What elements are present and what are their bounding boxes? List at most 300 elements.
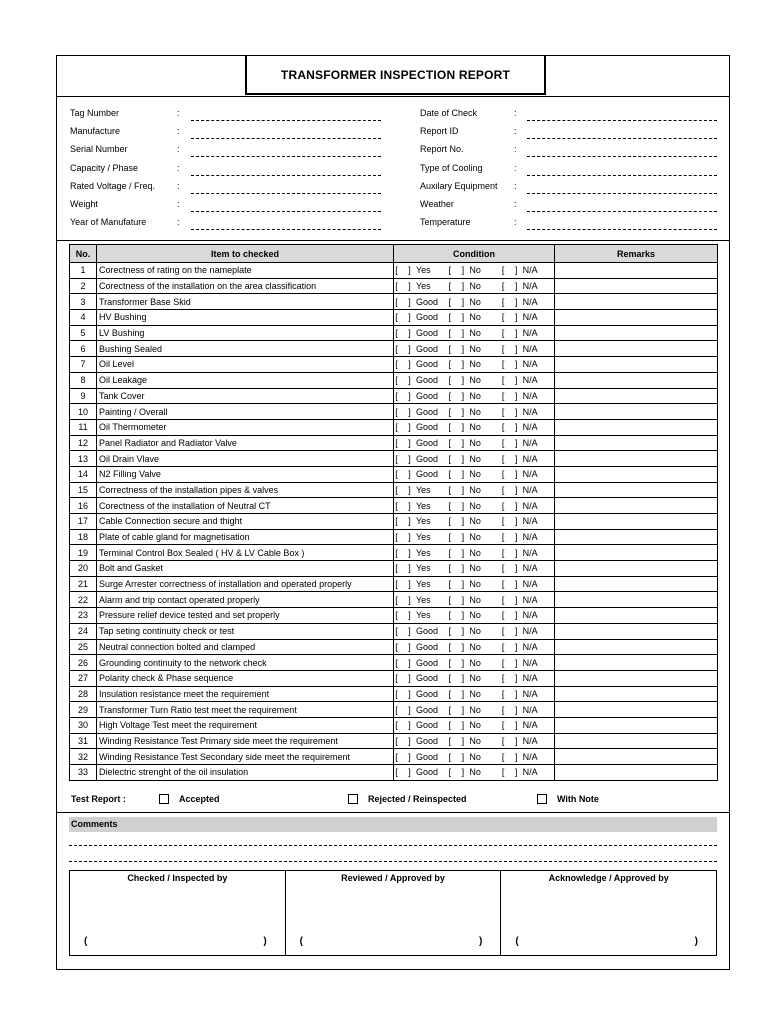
- checkbox-bracket[interactable]: [ ]: [448, 767, 469, 778]
- option-label: N/A: [522, 579, 538, 590]
- condition-option[interactable]: [447, 297, 500, 307]
- condition-option[interactable]: [447, 454, 500, 464]
- condition-option[interactable]: [501, 673, 554, 683]
- table-row: [70, 372, 718, 388]
- row-remarks[interactable]: [555, 514, 718, 530]
- row-remarks[interactable]: [555, 561, 718, 577]
- table-row: [70, 341, 718, 357]
- checkbox-bracket[interactable]: [ ]: [501, 735, 522, 746]
- condition-option[interactable]: [501, 516, 554, 526]
- close-paren: ): [479, 936, 483, 947]
- checkbox-bracket[interactable]: [ ]: [395, 610, 415, 621]
- row-item: Cable Connection secure and thight: [97, 514, 394, 530]
- row-remarks[interactable]: [555, 702, 718, 718]
- checkbox-bracket[interactable]: [ ]: [395, 375, 415, 386]
- checkbox-bracket[interactable]: [ ]: [501, 359, 522, 370]
- condition-option[interactable]: [447, 265, 500, 275]
- condition-option[interactable]: [394, 344, 447, 354]
- condition-option[interactable]: [394, 626, 447, 636]
- checkbox-bracket[interactable]: [ ]: [501, 516, 522, 527]
- checkbox-bracket[interactable]: [ ]: [501, 767, 522, 778]
- checkbox-bracket[interactable]: [ ]: [501, 437, 522, 448]
- row-remarks[interactable]: [555, 608, 718, 624]
- checkbox-bracket[interactable]: [ ]: [501, 296, 522, 307]
- condition-option[interactable]: [501, 658, 554, 668]
- checkbox-bracket[interactable]: [ ]: [448, 265, 469, 276]
- checkbox-bracket[interactable]: [ ]: [395, 563, 415, 574]
- table-row: [70, 670, 718, 686]
- condition-option[interactable]: [447, 673, 500, 683]
- checkbox-bracket[interactable]: [ ]: [501, 453, 522, 464]
- row-remarks[interactable]: [555, 372, 718, 388]
- condition-option[interactable]: [447, 281, 500, 291]
- checkbox-bracket[interactable]: [ ]: [395, 704, 415, 715]
- condition-option[interactable]: [447, 516, 500, 526]
- condition-option[interactable]: [501, 626, 554, 636]
- condition-option[interactable]: [501, 610, 554, 620]
- field-input-line[interactable]: [527, 211, 717, 212]
- condition-option[interactable]: [447, 359, 500, 369]
- checkbox-bracket[interactable]: [ ]: [448, 328, 469, 339]
- checkbox-bracket[interactable]: [ ]: [395, 720, 415, 731]
- condition-option[interactable]: [501, 312, 554, 322]
- row-number: 28: [70, 686, 97, 702]
- condition-option[interactable]: [501, 752, 554, 762]
- row-condition: [394, 325, 555, 341]
- checkbox-bracket[interactable]: [ ]: [395, 422, 415, 433]
- condition-option[interactable]: [394, 281, 447, 291]
- checkbox-bracket[interactable]: [ ]: [448, 296, 469, 307]
- field-label: Tag Number: [70, 108, 120, 118]
- option-label: No: [469, 453, 481, 464]
- condition-option[interactable]: [447, 720, 500, 730]
- condition-option[interactable]: [501, 375, 554, 385]
- checkbox-bracket[interactable]: [ ]: [501, 406, 522, 417]
- condition-option[interactable]: [501, 563, 554, 573]
- condition-option[interactable]: [501, 689, 554, 699]
- condition-option[interactable]: [394, 485, 447, 495]
- row-remarks[interactable]: [555, 749, 718, 765]
- checkbox-bracket[interactable]: [ ]: [448, 390, 469, 401]
- checkbox-bracket[interactable]: [ ]: [501, 720, 522, 731]
- checkbox-bracket[interactable]: [ ]: [395, 453, 415, 464]
- checkbox-bracket[interactable]: [ ]: [448, 516, 469, 527]
- condition-option[interactable]: [394, 391, 447, 401]
- condition-option[interactable]: [394, 328, 447, 338]
- option-label: N/A: [522, 469, 538, 480]
- checkbox-bracket[interactable]: [ ]: [395, 547, 415, 558]
- checkbox-bracket[interactable]: [ ]: [501, 484, 522, 495]
- condition-option[interactable]: [394, 265, 447, 275]
- condition-option[interactable]: [447, 752, 500, 762]
- checkbox-bracket[interactable]: [ ]: [395, 437, 415, 448]
- field-input-line[interactable]: [527, 120, 717, 121]
- checkbox-bracket[interactable]: [ ]: [448, 359, 469, 370]
- row-remarks[interactable]: [555, 435, 718, 451]
- condition-option[interactable]: [447, 328, 500, 338]
- checkbox-bracket[interactable]: [ ]: [501, 704, 522, 715]
- rejected-checkbox[interactable]: [348, 794, 358, 804]
- checkbox-bracket[interactable]: [ ]: [501, 500, 522, 511]
- row-remarks[interactable]: [555, 419, 718, 435]
- checkbox-bracket[interactable]: [ ]: [501, 532, 522, 543]
- checkbox-bracket[interactable]: [ ]: [448, 735, 469, 746]
- checkbox-bracket[interactable]: [ ]: [448, 626, 469, 637]
- signature-table: [69, 870, 717, 956]
- checkbox-bracket[interactable]: [ ]: [448, 406, 469, 417]
- condition-option[interactable]: [501, 579, 554, 589]
- checkbox-bracket[interactable]: [ ]: [395, 359, 415, 370]
- condition-option[interactable]: [501, 407, 554, 417]
- condition-option[interactable]: [447, 579, 500, 589]
- checkbox-bracket[interactable]: [ ]: [448, 673, 469, 684]
- checkbox-bracket[interactable]: [ ]: [448, 469, 469, 480]
- option-label: No: [469, 296, 481, 307]
- checkbox-bracket[interactable]: [ ]: [448, 641, 469, 652]
- checkbox-bracket[interactable]: [ ]: [448, 751, 469, 762]
- row-number: 15: [70, 482, 97, 498]
- checkbox-bracket[interactable]: [ ]: [395, 594, 415, 605]
- row-remarks[interactable]: [555, 388, 718, 404]
- checkbox-bracket[interactable]: [ ]: [395, 328, 415, 339]
- condition-option[interactable]: [394, 752, 447, 762]
- row-remarks[interactable]: [555, 686, 718, 702]
- signature-cell-reviewed[interactable]: [286, 871, 502, 955]
- checkbox-bracket[interactable]: [ ]: [395, 688, 415, 699]
- checkbox-bracket[interactable]: [ ]: [501, 343, 522, 354]
- checkbox-bracket[interactable]: [ ]: [501, 688, 522, 699]
- row-condition: [394, 576, 555, 592]
- checkbox-bracket[interactable]: [ ]: [448, 312, 469, 323]
- checkbox-bracket[interactable]: [ ]: [395, 626, 415, 637]
- row-item: Bolt and Gasket: [97, 561, 394, 577]
- field-input-line[interactable]: [527, 156, 717, 157]
- condition-option[interactable]: [447, 485, 500, 495]
- condition-option[interactable]: [501, 532, 554, 542]
- option-label: Good: [416, 422, 439, 433]
- row-remarks[interactable]: [555, 451, 718, 467]
- condition-option[interactable]: [394, 736, 447, 746]
- option-label: No: [469, 720, 481, 731]
- condition-option[interactable]: [394, 720, 447, 730]
- checkbox-bracket[interactable]: [ ]: [395, 296, 415, 307]
- checkbox-bracket[interactable]: [ ]: [448, 657, 469, 668]
- option-label: Good: [416, 437, 439, 448]
- condition-option[interactable]: [447, 595, 500, 605]
- rejected-option[interactable]: [348, 794, 467, 804]
- field-input-line[interactable]: [527, 138, 717, 139]
- condition-option[interactable]: [447, 642, 500, 652]
- signature-cell-acknowledge[interactable]: [501, 871, 716, 955]
- row-remarks[interactable]: [555, 263, 718, 279]
- option-label: N/A: [522, 484, 538, 495]
- row-remarks[interactable]: [555, 466, 718, 482]
- row-remarks[interactable]: [555, 278, 718, 294]
- checkbox-bracket[interactable]: [ ]: [501, 563, 522, 574]
- condition-option[interactable]: [394, 548, 447, 558]
- row-remarks[interactable]: [555, 325, 718, 341]
- row-item: LV Bushing: [97, 325, 394, 341]
- checkbox-bracket[interactable]: [ ]: [501, 626, 522, 637]
- row-remarks[interactable]: [555, 639, 718, 655]
- row-remarks[interactable]: [555, 717, 718, 733]
- condition-option[interactable]: [501, 422, 554, 432]
- row-remarks[interactable]: [555, 765, 718, 781]
- condition-option[interactable]: [501, 359, 554, 369]
- condition-option[interactable]: [501, 344, 554, 354]
- row-remarks[interactable]: [555, 529, 718, 545]
- field-colon: :: [177, 162, 180, 173]
- condition-option[interactable]: [447, 532, 500, 542]
- condition-option[interactable]: [501, 265, 554, 275]
- condition-option[interactable]: [447, 375, 500, 385]
- row-number: 29: [70, 702, 97, 718]
- row-remarks[interactable]: [555, 482, 718, 498]
- row-remarks[interactable]: [555, 341, 718, 357]
- checkbox-bracket[interactable]: [ ]: [501, 265, 522, 276]
- table-row: [70, 419, 718, 435]
- checkbox-bracket[interactable]: [ ]: [448, 422, 469, 433]
- row-remarks[interactable]: [555, 592, 718, 608]
- condition-option[interactable]: [501, 595, 554, 605]
- checkbox-bracket[interactable]: [ ]: [395, 579, 415, 590]
- checkbox-bracket[interactable]: [ ]: [448, 704, 469, 715]
- option-label: Good: [416, 375, 439, 386]
- condition-option[interactable]: [501, 454, 554, 464]
- condition-option[interactable]: [447, 438, 500, 448]
- row-condition: [394, 655, 555, 671]
- condition-option[interactable]: [501, 297, 554, 307]
- row-remarks[interactable]: [555, 310, 718, 326]
- checkbox-bracket[interactable]: [ ]: [395, 312, 415, 323]
- field-input-line[interactable]: [527, 193, 717, 194]
- checkbox-bracket[interactable]: [ ]: [501, 375, 522, 386]
- table-row: [70, 623, 718, 639]
- checkbox-bracket[interactable]: [ ]: [448, 375, 469, 386]
- signature-title: Acknowledge / Approved by: [548, 873, 669, 883]
- checkbox-bracket[interactable]: [ ]: [395, 469, 415, 480]
- field-input-line[interactable]: [527, 175, 717, 176]
- checkbox-bracket[interactable]: [ ]: [448, 437, 469, 448]
- option-label: No: [469, 422, 481, 433]
- checkbox-bracket[interactable]: [ ]: [501, 579, 522, 590]
- condition-option[interactable]: [501, 469, 554, 479]
- checkbox-bracket[interactable]: [ ]: [395, 281, 415, 292]
- condition-option[interactable]: [394, 689, 447, 699]
- row-remarks[interactable]: [555, 498, 718, 514]
- row-remarks[interactable]: [555, 623, 718, 639]
- row-item: Alarm and trip contact operated properly: [97, 592, 394, 608]
- option-label: Good: [416, 343, 439, 354]
- condition-option[interactable]: [394, 359, 447, 369]
- checkbox-bracket[interactable]: [ ]: [501, 281, 522, 292]
- checkbox-bracket[interactable]: [ ]: [395, 767, 415, 778]
- checkbox-bracket[interactable]: [ ]: [395, 673, 415, 684]
- comment-line-1[interactable]: [69, 845, 717, 846]
- condition-option[interactable]: [394, 673, 447, 683]
- checkbox-bracket[interactable]: [ ]: [448, 484, 469, 495]
- condition-option[interactable]: [501, 501, 554, 511]
- checkbox-bracket[interactable]: [ ]: [395, 641, 415, 652]
- condition-option[interactable]: [394, 407, 447, 417]
- checkbox-bracket[interactable]: [ ]: [501, 469, 522, 480]
- row-remarks[interactable]: [555, 733, 718, 749]
- option-label: No: [469, 563, 481, 574]
- condition-option[interactable]: [447, 469, 500, 479]
- condition-option[interactable]: [447, 407, 500, 417]
- checkbox-bracket[interactable]: [ ]: [501, 547, 522, 558]
- checkbox-bracket[interactable]: [ ]: [501, 673, 522, 684]
- option-label: No: [469, 594, 481, 605]
- field-input-line[interactable]: [527, 229, 717, 230]
- checkbox-bracket[interactable]: [ ]: [448, 500, 469, 511]
- condition-option[interactable]: [447, 312, 500, 322]
- condition-option[interactable]: [447, 548, 500, 558]
- row-remarks[interactable]: [555, 404, 718, 420]
- condition-option[interactable]: [447, 501, 500, 511]
- checkbox-bracket[interactable]: [ ]: [501, 422, 522, 433]
- checkbox-bracket[interactable]: [ ]: [501, 328, 522, 339]
- condition-option[interactable]: [447, 391, 500, 401]
- condition-option[interactable]: [394, 610, 447, 620]
- condition-option[interactable]: [394, 767, 447, 777]
- checkbox-bracket[interactable]: [ ]: [501, 641, 522, 652]
- condition-option[interactable]: [501, 438, 554, 448]
- condition-option[interactable]: [501, 328, 554, 338]
- condition-option[interactable]: [501, 720, 554, 730]
- condition-option[interactable]: [447, 563, 500, 573]
- checkbox-bracket[interactable]: [ ]: [395, 751, 415, 762]
- row-condition: [394, 435, 555, 451]
- condition-option[interactable]: [394, 705, 447, 715]
- checkbox-bracket[interactable]: [ ]: [501, 312, 522, 323]
- condition-option[interactable]: [394, 579, 447, 589]
- checkbox-bracket[interactable]: [ ]: [448, 610, 469, 621]
- table-row: [70, 404, 718, 420]
- checkbox-bracket[interactable]: [ ]: [395, 516, 415, 527]
- field-label: Rated Voltage / Freq.: [70, 180, 156, 191]
- checkbox-bracket[interactable]: [ ]: [395, 406, 415, 417]
- with-note-checkbox[interactable]: [537, 794, 547, 804]
- checkbox-bracket[interactable]: [ ]: [448, 453, 469, 464]
- condition-option[interactable]: [394, 312, 447, 322]
- table-row: [70, 357, 718, 373]
- option-label: Yes: [416, 484, 431, 495]
- condition-option[interactable]: [447, 736, 500, 746]
- condition-option[interactable]: [447, 344, 500, 354]
- table-row: [70, 545, 718, 561]
- row-remarks[interactable]: [555, 670, 718, 686]
- condition-option[interactable]: [447, 422, 500, 432]
- accepted-option[interactable]: [159, 794, 220, 804]
- condition-option[interactable]: [394, 375, 447, 385]
- condition-option[interactable]: [447, 689, 500, 699]
- checkbox-bracket[interactable]: [ ]: [395, 265, 415, 276]
- condition-option[interactable]: [447, 626, 500, 636]
- checkbox-bracket[interactable]: [ ]: [501, 610, 522, 621]
- condition-option[interactable]: [394, 297, 447, 307]
- checkbox-bracket[interactable]: [ ]: [395, 500, 415, 511]
- condition-option[interactable]: [501, 485, 554, 495]
- condition-option[interactable]: [394, 532, 447, 542]
- checkbox-bracket[interactable]: [ ]: [501, 594, 522, 605]
- condition-option[interactable]: [394, 422, 447, 432]
- comment-line-2[interactable]: [69, 861, 717, 862]
- checkbox-bracket[interactable]: [ ]: [448, 547, 469, 558]
- condition-option[interactable]: [501, 281, 554, 291]
- option-label: Yes: [416, 579, 431, 590]
- checkbox-bracket[interactable]: [ ]: [395, 390, 415, 401]
- option-label: Yes: [416, 500, 431, 511]
- table-row: [70, 749, 718, 765]
- condition-option[interactable]: [394, 563, 447, 573]
- condition-option[interactable]: [501, 548, 554, 558]
- row-remarks[interactable]: [555, 545, 718, 561]
- checkbox-bracket[interactable]: [ ]: [448, 281, 469, 292]
- condition-option[interactable]: [394, 454, 447, 464]
- checkbox-bracket[interactable]: [ ]: [501, 390, 522, 401]
- checkbox-bracket[interactable]: [ ]: [448, 720, 469, 731]
- condition-option[interactable]: [501, 767, 554, 777]
- condition-option[interactable]: [447, 658, 500, 668]
- condition-option[interactable]: [501, 642, 554, 652]
- checkbox-bracket[interactable]: [ ]: [395, 484, 415, 495]
- option-label: Good: [416, 406, 439, 417]
- right-field: [57, 124, 729, 142]
- inspection-table: [69, 244, 718, 781]
- condition-option[interactable]: [501, 705, 554, 715]
- checkbox-bracket[interactable]: [ ]: [448, 688, 469, 699]
- row-number: 3: [70, 294, 97, 310]
- row-remarks[interactable]: [555, 576, 718, 592]
- with-note-option[interactable]: [537, 794, 599, 804]
- row-remarks[interactable]: [555, 655, 718, 671]
- condition-option[interactable]: [447, 767, 500, 777]
- checkbox-bracket[interactable]: [ ]: [395, 735, 415, 746]
- option-label: Good: [416, 312, 439, 323]
- condition-option[interactable]: [394, 642, 447, 652]
- checkbox-bracket[interactable]: [ ]: [448, 343, 469, 354]
- option-label: No: [469, 328, 481, 339]
- checkbox-bracket[interactable]: [ ]: [395, 343, 415, 354]
- condition-option[interactable]: [394, 469, 447, 479]
- checkbox-bracket[interactable]: [ ]: [448, 579, 469, 590]
- condition-option[interactable]: [394, 438, 447, 448]
- table-row: [70, 294, 718, 310]
- condition-option[interactable]: [394, 516, 447, 526]
- checkbox-bracket[interactable]: [ ]: [395, 657, 415, 668]
- accepted-checkbox[interactable]: [159, 794, 169, 804]
- row-remarks[interactable]: [555, 294, 718, 310]
- condition-option[interactable]: [394, 501, 447, 511]
- condition-option[interactable]: [501, 391, 554, 401]
- condition-option[interactable]: [501, 736, 554, 746]
- condition-option[interactable]: [447, 705, 500, 715]
- condition-option[interactable]: [394, 595, 447, 605]
- checkbox-bracket[interactable]: [ ]: [448, 532, 469, 543]
- row-remarks[interactable]: [555, 357, 718, 373]
- checkbox-bracket[interactable]: [ ]: [395, 532, 415, 543]
- option-label: N/A: [522, 359, 538, 370]
- option-label: Yes: [416, 594, 431, 605]
- condition-option[interactable]: [394, 658, 447, 668]
- checkbox-bracket[interactable]: [ ]: [501, 657, 522, 668]
- condition-option[interactable]: [447, 610, 500, 620]
- checkbox-bracket[interactable]: [ ]: [501, 751, 522, 762]
- checkbox-bracket[interactable]: [ ]: [448, 594, 469, 605]
- signature-cell-checked[interactable]: [70, 871, 286, 955]
- checkbox-bracket[interactable]: [ ]: [448, 563, 469, 574]
